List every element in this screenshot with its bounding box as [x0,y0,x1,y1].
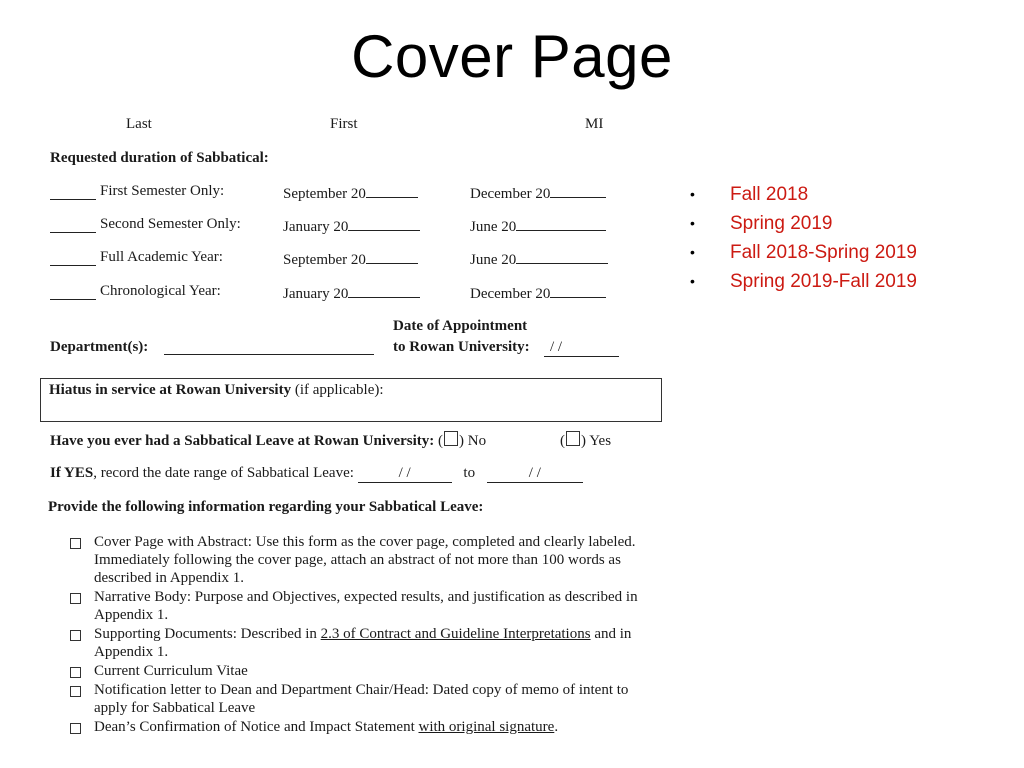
yes-label: Yes [589,433,612,449]
duration-end: December 20 [470,183,606,203]
duration-start: January 20 [283,283,420,303]
duration-label: Second Semester Only: [100,216,241,232]
original-signature-text: with original signature [418,719,555,735]
duration-start: September 20 [283,183,418,203]
duration-label: First Semester Only: [100,183,225,199]
middle-initial-label: MI [585,116,604,132]
requirement-dean-confirmation: Dean’s Confirmation of Notice and Impact Statement with original signature. [94,719,559,735]
last-name-label: Last [126,116,152,132]
if-yes-date-start[interactable]: / / [358,465,452,483]
requirement-checkbox[interactable] [70,538,81,549]
if-yes-date-end[interactable]: / / [487,465,583,483]
slide-title: Cover Page [351,23,673,90]
duration-end: June 20 [470,216,606,236]
department-field[interactable] [164,340,374,355]
requirement-checkbox[interactable] [70,723,81,734]
list-item: • Spring 2019-Fall 2019 [690,267,917,296]
duration-label: Full Academic Year: [100,249,223,265]
leave-question-row: Have you ever had a Sabbatical Leave at Rowan University: ( ) No [50,433,487,449]
duration-heading: Requested duration of Sabbatical: [50,150,269,166]
semester-options-list [690,180,917,296]
requirement-supporting-docs: Supporting Documents: Described in 2.3 of Contract and Guideline Interpretations and in Appendix 1. [94,626,632,660]
no-label: No [467,433,487,449]
requirement-checkbox[interactable] [70,667,81,678]
list-item: • Fall 2018-Spring 2019 [690,238,917,267]
bullet-icon: • [690,273,695,289]
duration-checkmark-blank[interactable] [50,251,96,266]
appointment-label-line1: Date of Appointment [393,318,528,334]
appointment-date-field[interactable]: / / [544,339,619,357]
list-item: • Fall 2018 [690,180,917,209]
requirement-notification-letter: Notification letter to Dean and Department Chair/Head: Dated copy of memo of intent to apply for Sabbatical Leave [94,682,629,716]
hiatus-box[interactable] [40,378,662,422]
duration-end: December 20 [470,283,606,303]
if-yes-row: If YES, record the date range of Sabbatical Leave: / / to / / [50,465,583,483]
hiatus-label: Hiatus in service at Rowan University (if applicable): [49,382,384,398]
requirement-checkbox[interactable] [70,630,81,641]
requirement-checkbox[interactable] [70,686,81,697]
list-item: • Spring 2019 [690,209,917,238]
department-label: Department(s): [50,339,149,355]
contract-link[interactable]: 2.3 of Contract and Guideline Interpretations [320,626,591,642]
duration-start: September 20 [283,249,418,269]
requirement-checkbox[interactable] [70,593,81,604]
yes-checkbox[interactable] [566,431,580,446]
bullet-icon: • [690,186,695,202]
appointment-label-line2: to Rowan University: [393,339,530,355]
no-checkbox[interactable] [444,431,458,446]
bullet-icon: • [690,215,695,231]
duration-checkmark-blank[interactable] [50,285,96,300]
provide-heading: Provide the following information regarding your Sabbatical Leave: [48,499,484,515]
duration-checkmark-blank[interactable] [50,218,96,233]
requirement-narrative: Narrative Body: Purpose and Objectives, expected results, and justification as described in Appendix 1. [94,589,638,623]
requirement-abstract: Cover Page with Abstract: Use this form as the cover page, completed and clearly labeled. Immediately following the cover page, attach an abstract of not more than 100 words as described in Appendix 1. [94,534,636,586]
first-name-label: First [330,116,358,132]
duration-label: Chronological Year: [100,283,221,299]
duration-start: January 20 [283,216,420,236]
duration-end: June 20 [470,249,608,269]
yes-option: ( ) Yes [560,433,612,449]
bullet-icon: • [690,244,695,260]
duration-checkmark-blank[interactable] [50,185,96,200]
requirement-cv: Current Curriculum Vitae [94,663,248,679]
